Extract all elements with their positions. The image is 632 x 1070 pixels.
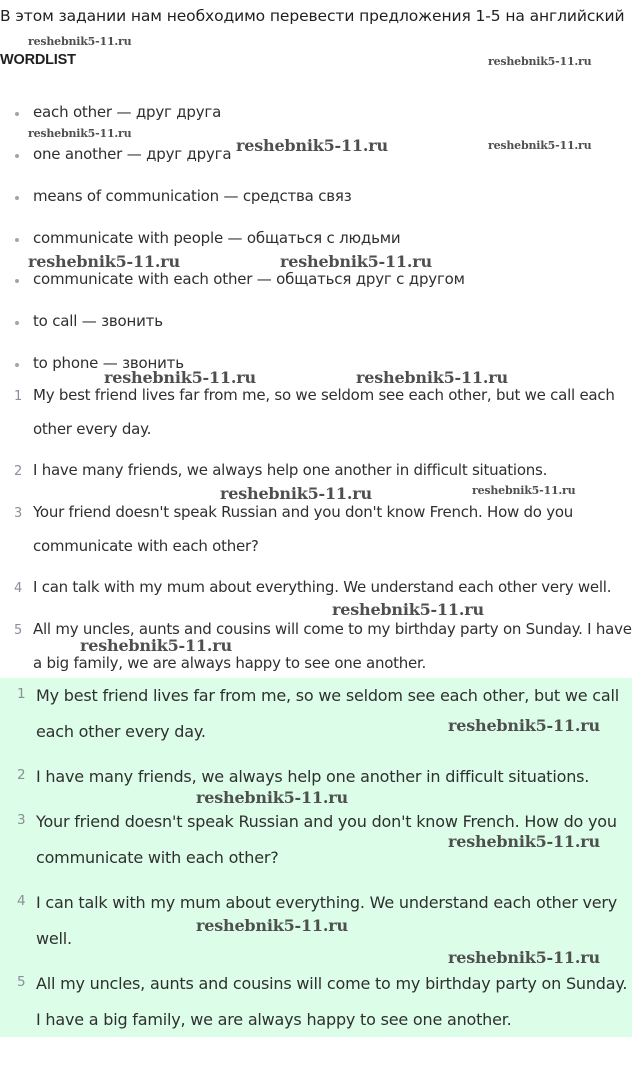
sentence-text: My best friend lives far from me, so we seldom see each other, but we call each other every day. xyxy=(33,386,615,438)
wordlist-item xyxy=(0,103,632,125)
wordlist-item xyxy=(0,229,632,251)
bullet-icon xyxy=(15,279,19,283)
bullet-icon xyxy=(15,321,19,325)
watermark: reshebnik5-11.ru xyxy=(448,832,600,851)
watermark: reshebnik5-11.ru xyxy=(196,916,348,935)
answer-text: Your friend doesn't speak Russian and you don't know French. How do you communicate with each other? xyxy=(36,812,617,867)
watermark: reshebnik5-11.ru xyxy=(28,127,132,140)
watermark: reshebnik5-11.ru xyxy=(280,252,432,271)
watermark: reshebnik5-11.ru xyxy=(488,139,592,152)
watermark: reshebnik5-11.ru xyxy=(196,788,348,807)
answer-text: All my uncles, aunts and cousins will come to my birthday party on Sunday. I have a big family, we are always happy to see one another. xyxy=(36,974,628,1029)
watermark: reshebnik5-11.ru xyxy=(448,948,600,967)
bullet-icon xyxy=(15,196,19,200)
sentence-text: All my uncles, aunts and cousins will come to my birthday party on Sunday. I have a big family, we are always happy to see one another. xyxy=(33,620,632,672)
sentence-text: I have many friends, we always help one another in difficult situations. xyxy=(33,461,548,479)
watermark: reshebnik5-11.ru xyxy=(236,136,388,155)
item-number: 1 xyxy=(14,389,23,404)
wordlist-item-text: to call — звонить xyxy=(33,312,163,330)
watermark: reshebnik5-11.ru xyxy=(356,368,508,387)
wordlist-item xyxy=(0,312,632,334)
watermark: reshebnik5-11.ru xyxy=(80,636,232,655)
watermark: reshebnik5-11.ru xyxy=(448,716,600,735)
item-number: 1 xyxy=(17,686,26,702)
watermark: reshebnik5-11.ru xyxy=(488,55,592,68)
wordlist-item-text: to phone — звонить xyxy=(33,354,184,372)
item-number: 4 xyxy=(17,893,26,909)
wordlist-item-text: means of communication — средства связ xyxy=(33,187,352,205)
wordlist-item-text: communicate with people — общаться с людьми xyxy=(33,229,401,247)
item-number: 3 xyxy=(14,506,23,521)
watermark: reshebnik5-11.ru xyxy=(104,368,256,387)
item-number: 3 xyxy=(17,812,26,828)
item-number: 2 xyxy=(17,767,26,783)
answer-text: My best friend lives far from me, so we seldom see each other, but we call each other every day. xyxy=(36,686,619,741)
watermark: reshebnik5-11.ru xyxy=(472,484,576,497)
item-number: 2 xyxy=(14,464,23,479)
wordlist-item-text: communicate with each other — общаться друг с другом xyxy=(33,270,465,288)
wordlist-title: WORDLIST xyxy=(0,52,76,68)
intro-text: В этом задании нам необходимо перевести предложения 1-5 на английский xyxy=(0,7,625,25)
answer-text: I have many friends, we always help one another in difficult situations. xyxy=(36,767,590,786)
answer-text: I can talk with my mum about everything. We understand each other very well. xyxy=(36,893,618,948)
wordlist-item xyxy=(0,270,632,292)
wordlist-item xyxy=(0,187,632,209)
bullet-icon xyxy=(15,154,19,158)
wordlist-item-text: one another — друг друга xyxy=(33,145,232,163)
item-number: 4 xyxy=(14,581,23,596)
sentence-text: I can talk with my mum about everything. We understand each other very well. xyxy=(33,578,612,596)
watermark: reshebnik5-11.ru xyxy=(332,600,484,619)
bullet-icon xyxy=(15,238,19,242)
watermark: reshebnik5-11.ru xyxy=(220,484,372,503)
wordlist-item xyxy=(0,354,632,376)
bullet-icon xyxy=(15,363,19,367)
bullet-icon xyxy=(15,112,19,116)
item-number: 5 xyxy=(17,974,26,990)
wordlist-item-text: each other — друг друга xyxy=(33,103,222,121)
watermark: reshebnik5-11.ru xyxy=(28,35,132,48)
sentence-text: Your friend doesn't speak Russian and you don't know French. How do you communicate with each other? xyxy=(33,503,574,555)
watermark: reshebnik5-11.ru xyxy=(28,252,180,271)
item-number: 5 xyxy=(14,623,23,638)
